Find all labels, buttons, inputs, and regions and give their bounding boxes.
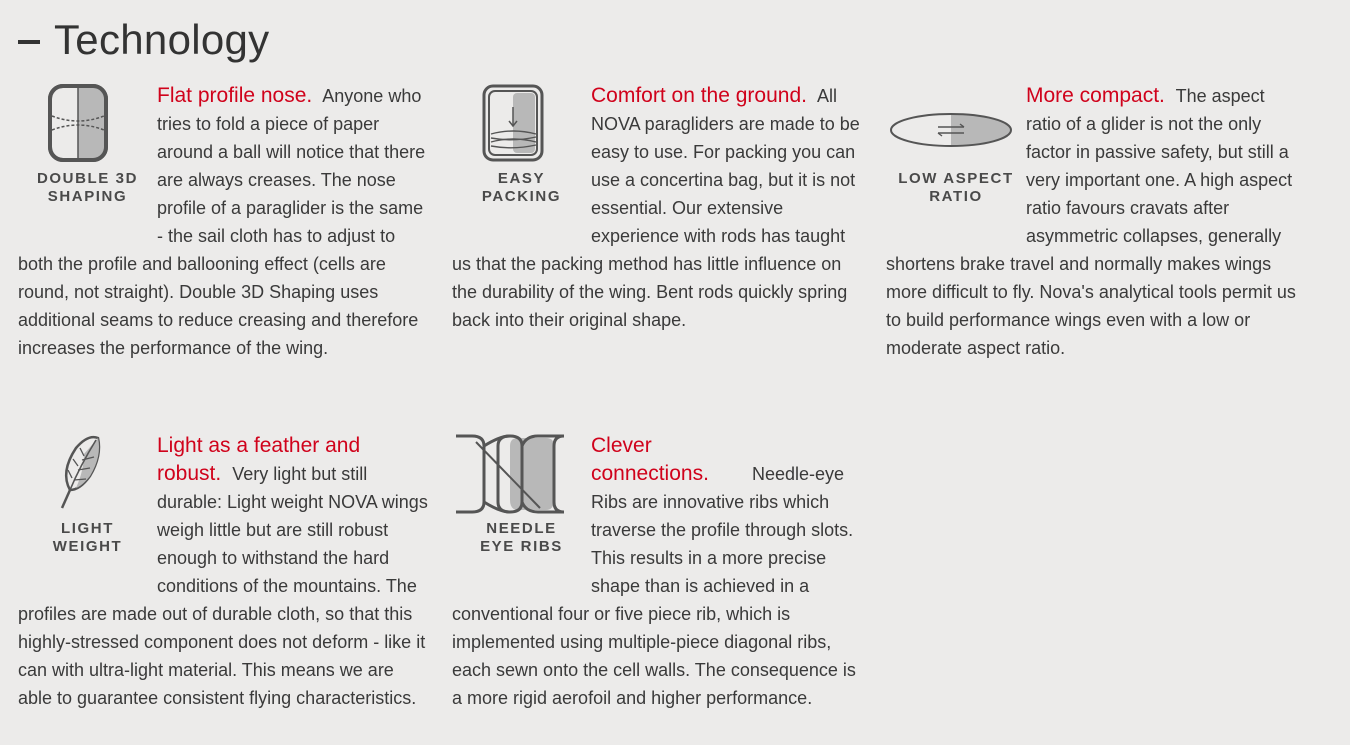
feature-title: Comfort on the ground.: [591, 84, 807, 107]
feather-icon: [18, 432, 157, 522]
feature-body: Needle-eye Ribs are innovative ribs which traverse the profile through slots. This results in a more precise shape than is achieved in a conventional four or five piece rib, which is implemented using multiple-piece diagonal ribs, each sewn onto the cell walls. The consequence is a more rigid aerofoil and higher performance.: [452, 464, 856, 708]
icon-label-line1: LOW ASPECT: [898, 170, 1014, 187]
icon-label-line2: WEIGHT: [52, 538, 123, 555]
icon-label: [886, 170, 1026, 206]
feature-icon-box: [452, 432, 591, 576]
icon-label: [452, 170, 591, 206]
easy-packing-icon: [452, 82, 591, 172]
feature-icon-box: [886, 82, 1026, 226]
icon-label-line2: PACKING: [481, 188, 562, 205]
icon-label-line1: EASY: [497, 170, 546, 187]
low-aspect-ratio-icon: [886, 82, 1026, 172]
feature-body: The aspect ratio of a glider is not the only factor in passive safety, but still a very important one. A high aspect ratio favours cravats after asymmetric collapses, generally shortens brake travel and normally makes wings more difficult to fly. Nova's analytical tools permit us to build performance wings even with a low or moderate aspect ratio.: [886, 86, 1296, 358]
feature-title: More compact.: [1026, 84, 1165, 107]
feature-title: Clever connections.: [591, 434, 709, 485]
feature-body: Anyone who tries to fold a piece of paper around a ball will notice that there are always creases. The nose profile of a paraglider is the same - the sail cloth has to adjust to both the profile and ballooning effect (cells are round, not straight). Double 3D Shaping uses additional seams to reduce creasing and therefore increases the performance of the wing.: [18, 86, 426, 358]
feature-icon-box: [18, 432, 157, 576]
feature-icon-box: [452, 82, 591, 226]
feature-easy-packing: [452, 82, 864, 334]
feature-double-3d-shaping: [18, 82, 430, 362]
icon-label: [18, 520, 157, 556]
double-3d-shaping-icon: [18, 82, 157, 172]
icon-label: [452, 520, 591, 556]
icon-label: [18, 170, 157, 206]
icon-label-line2: SHAPING: [47, 188, 128, 205]
needle-eye-ribs-icon: [452, 432, 591, 522]
feature-body: All NOVA paragliders are made to be easy to use. For packing you can use a concertina bag, but it is not essential. Our extensive experience with rods has taught us that the packing method has little influence on the durability of the wing. Bent rods quickly spring back into their original shape.: [452, 86, 860, 330]
icon-label-line2: EYE RIBS: [480, 538, 563, 555]
feature-low-aspect-ratio: [886, 82, 1298, 362]
feature-body: Very light but still durable: Light weight NOVA wings weigh little but are still robust enough to withstand the hard conditions of the mountains. The profiles are made out of durable cloth, so that this highly-stressed component does not deform - like it can with ultra-light material. This means we are able to guarantee consistent flying characteristics.: [18, 464, 428, 708]
feature-light-weight: [18, 432, 430, 712]
icon-label-line2: RATIO: [929, 188, 983, 205]
feature-title: Light as a feather and robust.: [157, 434, 361, 485]
icon-label-line1: LIGHT: [61, 520, 114, 537]
feature-needle-eye-ribs: [452, 432, 864, 712]
icon-label-line1: DOUBLE 3D: [36, 170, 139, 187]
feature-icon-box: [18, 82, 157, 226]
page-heading: [18, 12, 269, 68]
page-title: Technology: [54, 16, 270, 63]
heading-dash: [18, 40, 40, 44]
feature-title: Flat profile nose.: [157, 84, 313, 107]
icon-label-line1: NEEDLE: [486, 520, 557, 537]
